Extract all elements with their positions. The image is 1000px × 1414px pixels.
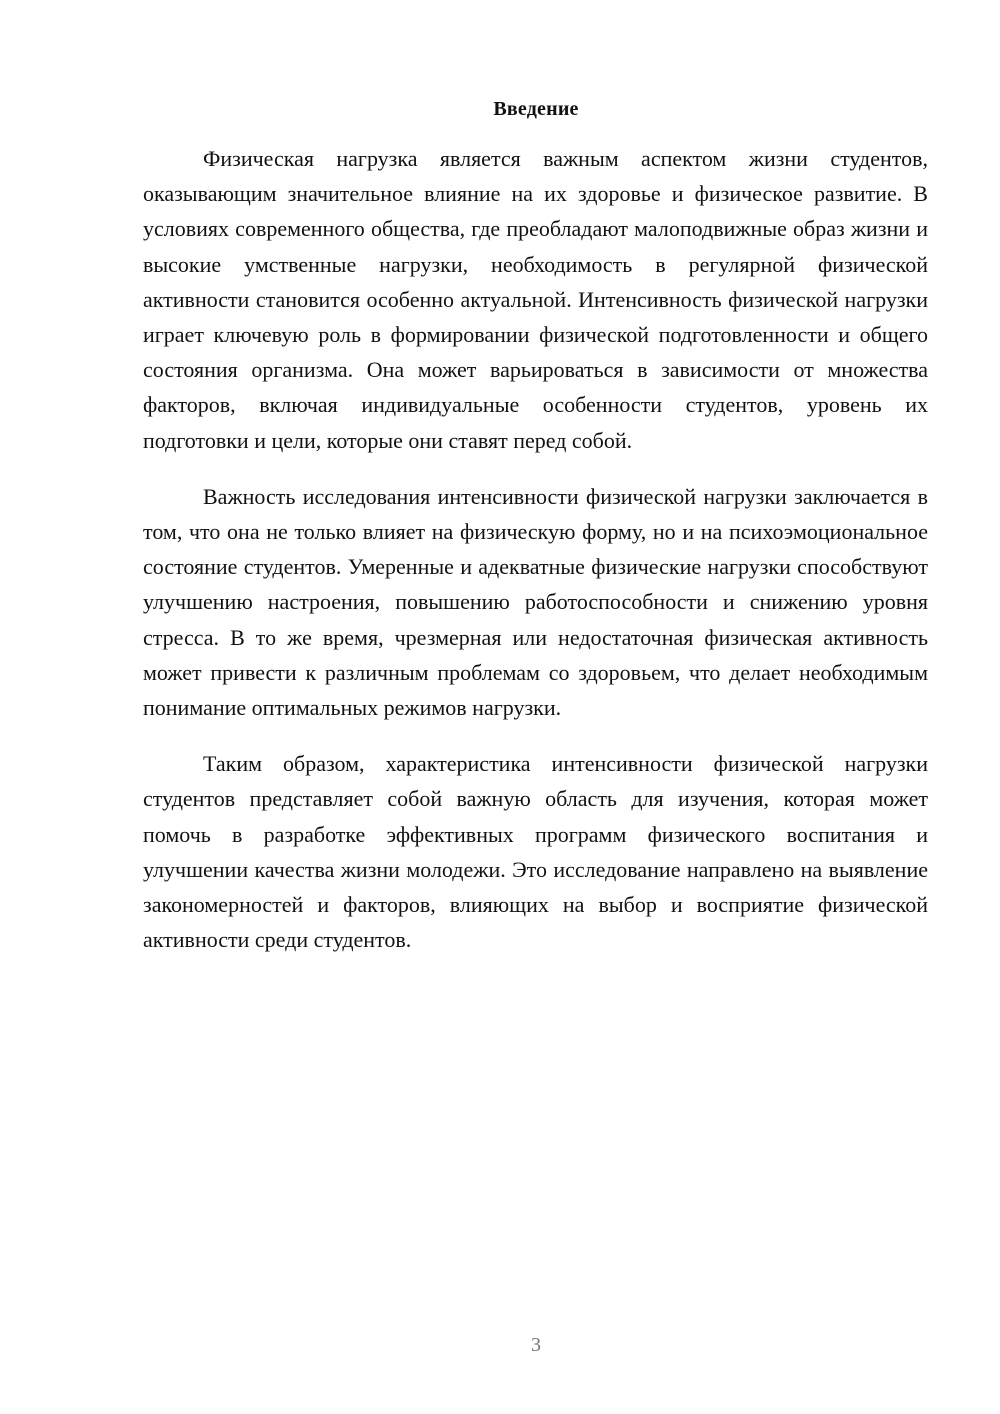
paragraph-3: Таким образом, характеристика интенсивности физической нагрузки студентов представляет собой важную область для изучения, которая может помочь в разработке эффективных программ физического воспитания и улучшении качества жизни молодежи. Это исследование направлено на выявление закономерностей и факторов, влияющих на выбор и восприятие физической активности среди студентов.: [143, 751, 928, 953]
body-text: [143, 141, 928, 978]
page-number: 3: [531, 1334, 541, 1356]
paragraph-2: Важность исследования интенсивности физической нагрузки заключается в том, что она не только влияет на физическую форму, но и на психоэмоциональное состояние студентов. Умеренные и адекватные физические нагрузки способствуют улучшению настроения, повышению работоспособности и снижению уровня стресса. В то же время, чрезмерная или недостаточная физическая активность может привести к различным проблемам со здоровьем, что делает необходимым понимание оптимальных режимов нагрузки.: [143, 483, 928, 721]
paragraph-1: Физическая нагрузка является важным аспектом жизни студентов, оказывающим значительное влияние на их здоровье и физическое развитие. В условиях современного общества, где преобладают малоподвижные образ жизни и высокие умственные нагрузки, необходимость в регулярной физической активности становится особенно актуальной. Интенсивность физической нагрузки играет ключевую роль в формировании физической подготовленности и общего состояния организма. Она может варьироваться в зависимости от множества факторов, включая индивидуальные особенности студентов, уровень их подготовки и цели, которые они ставят перед собой.: [143, 146, 928, 453]
section-title: Введение: [493, 98, 579, 120]
